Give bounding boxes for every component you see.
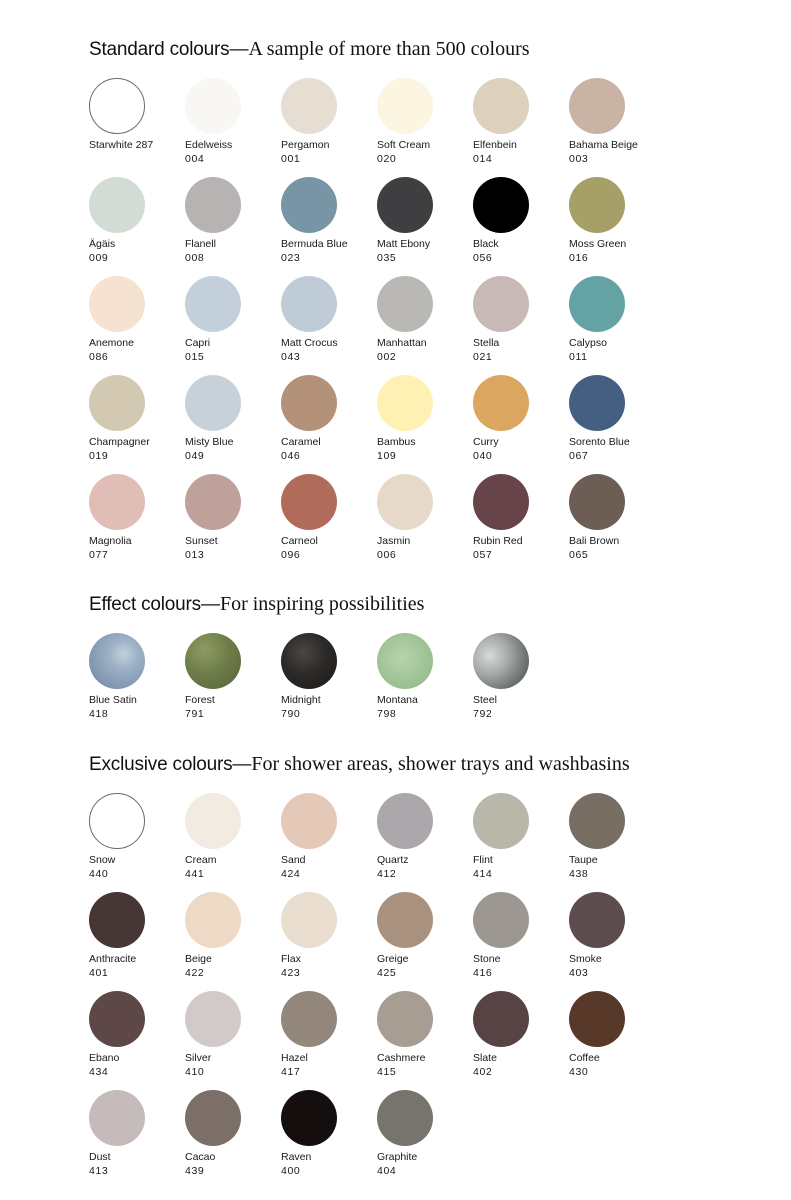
colour-swatch-circle — [281, 474, 337, 530]
colour-swatch-item — [185, 276, 277, 375]
colour-swatch-circle — [185, 474, 241, 530]
colour-swatch-code: 415 — [377, 1066, 397, 1078]
colour-swatch-circle — [89, 633, 145, 689]
colour-swatch-item — [185, 991, 277, 1090]
colour-swatch-circle — [569, 177, 625, 233]
colour-swatch-circle — [377, 474, 433, 530]
colour-swatch-circle — [473, 474, 529, 530]
colour-swatch-item — [473, 276, 565, 375]
colour-swatch-circle — [89, 375, 145, 431]
colour-swatch-item — [185, 78, 277, 177]
colour-swatch-code: 014 — [473, 153, 493, 165]
colour-swatch-item — [281, 375, 373, 474]
colour-swatch-name: Rubin Red — [473, 535, 523, 547]
colour-swatch-item — [281, 78, 373, 177]
colour-swatch-name: Flanell — [185, 238, 216, 250]
colour-swatch-circle — [89, 892, 145, 948]
colour-swatch-circle — [89, 991, 145, 1047]
colour-swatch-name: Starwhite 287 — [89, 139, 154, 151]
exclusive-colours-heading — [89, 752, 630, 777]
colour-swatch-name: Jasmin — [377, 535, 411, 547]
colour-swatch-name: Ebano — [89, 1052, 120, 1064]
colour-swatch-code: 065 — [569, 549, 589, 561]
colour-swatch-circle — [185, 276, 241, 332]
colour-swatch-name: Forest — [185, 694, 215, 706]
colour-swatch-name: Flax — [281, 953, 301, 965]
colour-swatch-name: Smoke — [569, 953, 602, 965]
colour-swatch-name: Dust — [89, 1151, 111, 1163]
colour-swatch-code: 002 — [377, 351, 397, 363]
colour-swatch-code: 410 — [185, 1066, 205, 1078]
colour-swatch-item — [89, 793, 181, 892]
colour-swatch-circle — [377, 1090, 433, 1146]
colour-swatch-code: 430 — [569, 1066, 589, 1078]
colour-swatch-circle — [185, 78, 241, 134]
colour-swatch-name: Moss Green — [569, 238, 627, 250]
colour-swatch-circle — [569, 375, 625, 431]
colour-swatch-name: Snow — [89, 854, 116, 866]
colour-swatch-circle — [569, 78, 625, 134]
colour-swatch-circle — [89, 1090, 145, 1146]
colour-swatch-code: 067 — [569, 450, 589, 462]
colour-swatch-name: Pergamon — [281, 139, 330, 151]
colour-swatch-name: Bahama Beige — [569, 139, 638, 151]
colour-swatch-circle — [473, 793, 529, 849]
effect-colours-heading-lead: Effect colours — [89, 594, 201, 615]
colour-swatch-circle — [473, 78, 529, 134]
colour-swatch-item — [473, 78, 565, 177]
colour-swatch-code: 057 — [473, 549, 493, 561]
colour-swatch-circle — [185, 375, 241, 431]
standard-colours-heading-lead: Standard colours — [89, 39, 230, 60]
colour-swatch-circle — [473, 633, 529, 689]
colour-swatch-code: 416 — [473, 967, 493, 979]
colour-swatch-name: Anemone — [89, 337, 134, 349]
colour-swatch-item — [377, 793, 469, 892]
colour-swatch-name: Greige — [377, 953, 409, 965]
colour-swatch-circle — [89, 474, 145, 530]
colour-swatch-circle — [473, 276, 529, 332]
colour-swatch-name: Capri — [185, 337, 211, 349]
colour-swatch-name: Blue Satin — [89, 694, 137, 706]
colour-swatch-code: 003 — [569, 153, 589, 165]
exclusive-colours-heading-dash: — — [232, 754, 252, 775]
colour-swatch-item — [569, 793, 661, 892]
exclusive-colours-heading-lead: Exclusive colours — [89, 754, 233, 775]
colour-swatch-code: 441 — [185, 868, 205, 880]
colour-swatch-code: 040 — [473, 450, 493, 462]
colour-swatch-item — [89, 892, 181, 991]
colour-swatch-name: Soft Cream — [377, 139, 431, 151]
colour-swatch-code: 019 — [89, 450, 109, 462]
colour-swatch-name: Champagner — [89, 436, 150, 448]
colour-swatch-code: 423 — [281, 967, 301, 979]
colour-swatch-circle — [377, 991, 433, 1047]
colour-swatch-circle — [473, 892, 529, 948]
colour-swatch-circle — [281, 276, 337, 332]
colour-swatch-item — [569, 177, 661, 276]
colour-swatch-code: 400 — [281, 1165, 301, 1177]
colour-swatch-name: Bambus — [377, 436, 416, 448]
colour-swatch-code: 413 — [89, 1165, 109, 1177]
effect-colours-heading-dash: — — [200, 594, 220, 615]
colour-swatch-circle — [569, 991, 625, 1047]
colour-swatch-item — [473, 474, 565, 573]
colour-swatch-code: 401 — [89, 967, 109, 979]
colour-swatch-code: 021 — [473, 351, 493, 363]
colour-swatch-code: 001 — [281, 153, 301, 165]
colour-swatch-code: 049 — [185, 450, 205, 462]
colour-swatch-circle — [89, 276, 145, 332]
colour-swatch-circle — [281, 177, 337, 233]
colour-swatch-code: 439 — [185, 1165, 205, 1177]
colour-swatch-code: 418 — [89, 708, 109, 720]
colour-swatch-item — [185, 177, 277, 276]
colour-swatch-item — [89, 1090, 181, 1189]
colour-swatch-code: 417 — [281, 1066, 301, 1078]
colour-swatch-item — [281, 474, 373, 573]
colour-swatch-circle — [377, 633, 433, 689]
colour-swatch-name: Manhattan — [377, 337, 427, 349]
colour-swatch-circle — [89, 793, 145, 849]
colour-swatch-item — [281, 793, 373, 892]
colour-swatch-circle — [569, 892, 625, 948]
colour-swatch-circle — [473, 375, 529, 431]
colour-swatch-item — [377, 892, 469, 991]
colour-swatch-circle — [377, 276, 433, 332]
colour-swatch-circle — [473, 177, 529, 233]
colour-swatch-name: Cream — [185, 854, 217, 866]
colour-swatch-name: Graphite — [377, 1151, 418, 1163]
colour-swatch-item — [89, 177, 181, 276]
colour-swatch-item — [377, 276, 469, 375]
standard-colours-heading-dash: — — [229, 39, 249, 60]
colour-swatch-circle — [569, 276, 625, 332]
colour-swatch-name: Elfenbein — [473, 139, 517, 151]
colour-swatch-item — [377, 1090, 469, 1189]
colour-swatch-circle — [89, 78, 145, 134]
colour-swatch-item — [281, 1090, 373, 1189]
colour-swatch-circle — [569, 474, 625, 530]
colour-swatch-circle — [281, 793, 337, 849]
colour-swatch-item — [281, 177, 373, 276]
colour-swatch-name: Cashmere — [377, 1052, 426, 1064]
colour-swatch-code: 011 — [569, 351, 588, 363]
colour-swatch-item — [377, 78, 469, 177]
colour-swatch-item — [281, 892, 373, 991]
colour-swatch-name: Black — [473, 238, 499, 250]
colour-swatch-name: Matt Crocus — [281, 337, 338, 349]
colour-swatch-name: Sorento Blue — [569, 436, 630, 448]
colour-swatch-name: Hazel — [281, 1052, 308, 1064]
colour-swatch-code: 015 — [185, 351, 205, 363]
colour-swatch-item — [185, 1090, 277, 1189]
colour-swatch-name: Cacao — [185, 1151, 216, 1163]
colour-swatch-code: 006 — [377, 549, 397, 561]
colour-swatch-item — [89, 375, 181, 474]
colour-swatch-code: 046 — [281, 450, 301, 462]
colour-swatch-code: 424 — [281, 868, 301, 880]
colour-swatch-code: 422 — [185, 967, 205, 979]
colour-swatch-name: Coffee — [569, 1052, 600, 1064]
colour-swatch-item — [89, 991, 181, 1090]
colour-swatch-circle — [377, 375, 433, 431]
colour-swatch-item — [89, 474, 181, 573]
colour-swatch-circle — [185, 892, 241, 948]
colour-swatch-code: 403 — [569, 967, 589, 979]
colour-swatch-name: Magnolia — [89, 535, 132, 547]
colour-swatch-name: Stone — [473, 953, 501, 965]
colour-swatch-item — [569, 474, 661, 573]
colour-swatch-item — [89, 78, 181, 177]
effect-colours-heading — [89, 592, 424, 617]
colour-swatch-code: 020 — [377, 153, 397, 165]
colour-swatch-circle — [281, 78, 337, 134]
colour-swatch-name: Matt Ebony — [377, 238, 431, 250]
colour-swatch-code: 043 — [281, 351, 301, 363]
colour-swatch-circle — [377, 177, 433, 233]
colour-swatch-circle — [185, 1090, 241, 1146]
colour-swatch-item — [89, 276, 181, 375]
standard-colours-heading-sub: A sample of more than 500 colours — [248, 38, 530, 60]
colour-swatch-circle — [281, 633, 337, 689]
colour-swatch-item — [185, 892, 277, 991]
colour-swatch-name: Quartz — [377, 854, 409, 866]
colour-swatch-item — [473, 793, 565, 892]
colour-swatch-item — [473, 375, 565, 474]
colour-swatch-circle — [185, 793, 241, 849]
colour-swatch-name: Stella — [473, 337, 500, 349]
colour-swatch-code: 086 — [89, 351, 109, 363]
colour-swatch-name: Sunset — [185, 535, 218, 547]
colour-swatch-name: Slate — [473, 1052, 497, 1064]
colour-swatch-item — [185, 793, 277, 892]
colour-swatch-code: 414 — [473, 868, 493, 880]
colour-swatch-name: Midnight — [281, 694, 321, 706]
colour-swatch-name: Misty Blue — [185, 436, 234, 448]
colour-swatch-name: Ägäis — [89, 238, 116, 250]
colour-swatch-name: Carneol — [281, 535, 318, 547]
colour-swatch-name: Edelweiss — [185, 139, 233, 151]
colour-swatch-name: Calypso — [569, 337, 607, 349]
colour-swatch-code: 438 — [569, 868, 589, 880]
colour-swatch-code: 798 — [377, 708, 397, 720]
colour-swatch-code: 792 — [473, 708, 493, 720]
colour-swatch-name: Caramel — [281, 436, 321, 448]
colour-swatch-circle — [377, 892, 433, 948]
colour-swatch-item — [569, 892, 661, 991]
colour-swatch-item — [377, 633, 469, 732]
colour-swatch-item — [185, 375, 277, 474]
colour-swatch-name: Silver — [185, 1052, 212, 1064]
colour-swatch-circle — [473, 991, 529, 1047]
colour-swatch-item — [89, 633, 181, 732]
colour-swatch-name: Anthracite — [89, 953, 137, 965]
colour-swatch-code: 056 — [473, 252, 493, 264]
colour-swatch-code: 004 — [185, 153, 205, 165]
colour-swatch-name: Sand — [281, 854, 306, 866]
colour-swatch-name: Steel — [473, 694, 497, 706]
colour-swatch-name: Curry — [473, 436, 499, 448]
colour-swatch-circle — [281, 375, 337, 431]
colour-swatch-circle — [377, 793, 433, 849]
colour-swatch-item — [377, 474, 469, 573]
colour-swatch-code: 790 — [281, 708, 301, 720]
colour-swatch-code: 023 — [281, 252, 301, 264]
colour-swatch-code: 434 — [89, 1066, 109, 1078]
colour-swatch-item — [473, 177, 565, 276]
colour-swatch-circle — [185, 633, 241, 689]
colour-swatch-item — [185, 474, 277, 573]
colour-swatch-code: 096 — [281, 549, 301, 561]
colour-swatch-code: 402 — [473, 1066, 493, 1078]
colour-swatch-code: 791 — [185, 708, 205, 720]
colour-swatch-circle — [185, 991, 241, 1047]
colour-swatch-item — [377, 177, 469, 276]
colour-swatch-item — [281, 633, 373, 732]
colour-swatch-name: Bali Brown — [569, 535, 620, 547]
colour-swatch-code: 109 — [377, 450, 397, 462]
colour-swatch-code: 016 — [569, 252, 589, 264]
colour-swatch-code: 008 — [185, 252, 205, 264]
colour-swatch-name: Beige — [185, 953, 212, 965]
colour-swatch-code: 077 — [89, 549, 109, 561]
colour-swatch-item — [281, 276, 373, 375]
colour-swatch-item — [281, 991, 373, 1090]
colour-swatch-item — [185, 633, 277, 732]
colour-swatch-circle — [281, 892, 337, 948]
standard-colours-heading — [89, 37, 530, 62]
exclusive-colours-heading-sub: For shower areas, shower trays and washbasins — [251, 753, 630, 775]
colour-swatch-circle — [185, 177, 241, 233]
colour-swatch-code: 404 — [377, 1165, 397, 1177]
colour-swatch-item — [569, 276, 661, 375]
colour-swatch-name: Raven — [281, 1151, 312, 1163]
colour-swatch-circle — [569, 793, 625, 849]
colour-swatch-circle — [281, 1090, 337, 1146]
colour-swatch-name: Taupe — [569, 854, 598, 866]
colour-swatch-name: Bermuda Blue — [281, 238, 348, 250]
effect-colours-heading-sub: For inspiring possibilities — [219, 593, 425, 615]
colour-swatch-item — [473, 991, 565, 1090]
colour-swatch-name: Flint — [473, 854, 493, 866]
colour-swatch-code: 013 — [185, 549, 205, 561]
colour-swatch-code: 412 — [377, 868, 397, 880]
colour-swatch-code: 035 — [377, 252, 397, 264]
colour-swatch-item — [473, 892, 565, 991]
colour-swatch-item — [569, 78, 661, 177]
colour-swatch-item — [473, 633, 565, 732]
colour-swatch-circle — [377, 78, 433, 134]
colour-swatch-item — [569, 375, 661, 474]
colour-swatch-circle — [89, 177, 145, 233]
colour-swatch-item — [377, 991, 469, 1090]
colour-swatch-code: 440 — [89, 868, 109, 880]
colour-swatch-code: 009 — [89, 252, 109, 264]
colour-swatch-circle — [281, 991, 337, 1047]
colour-swatch-code: 425 — [377, 967, 397, 979]
colour-swatch-item — [569, 991, 661, 1090]
colour-swatch-item — [377, 375, 469, 474]
colour-swatch-name: Montana — [377, 694, 418, 706]
